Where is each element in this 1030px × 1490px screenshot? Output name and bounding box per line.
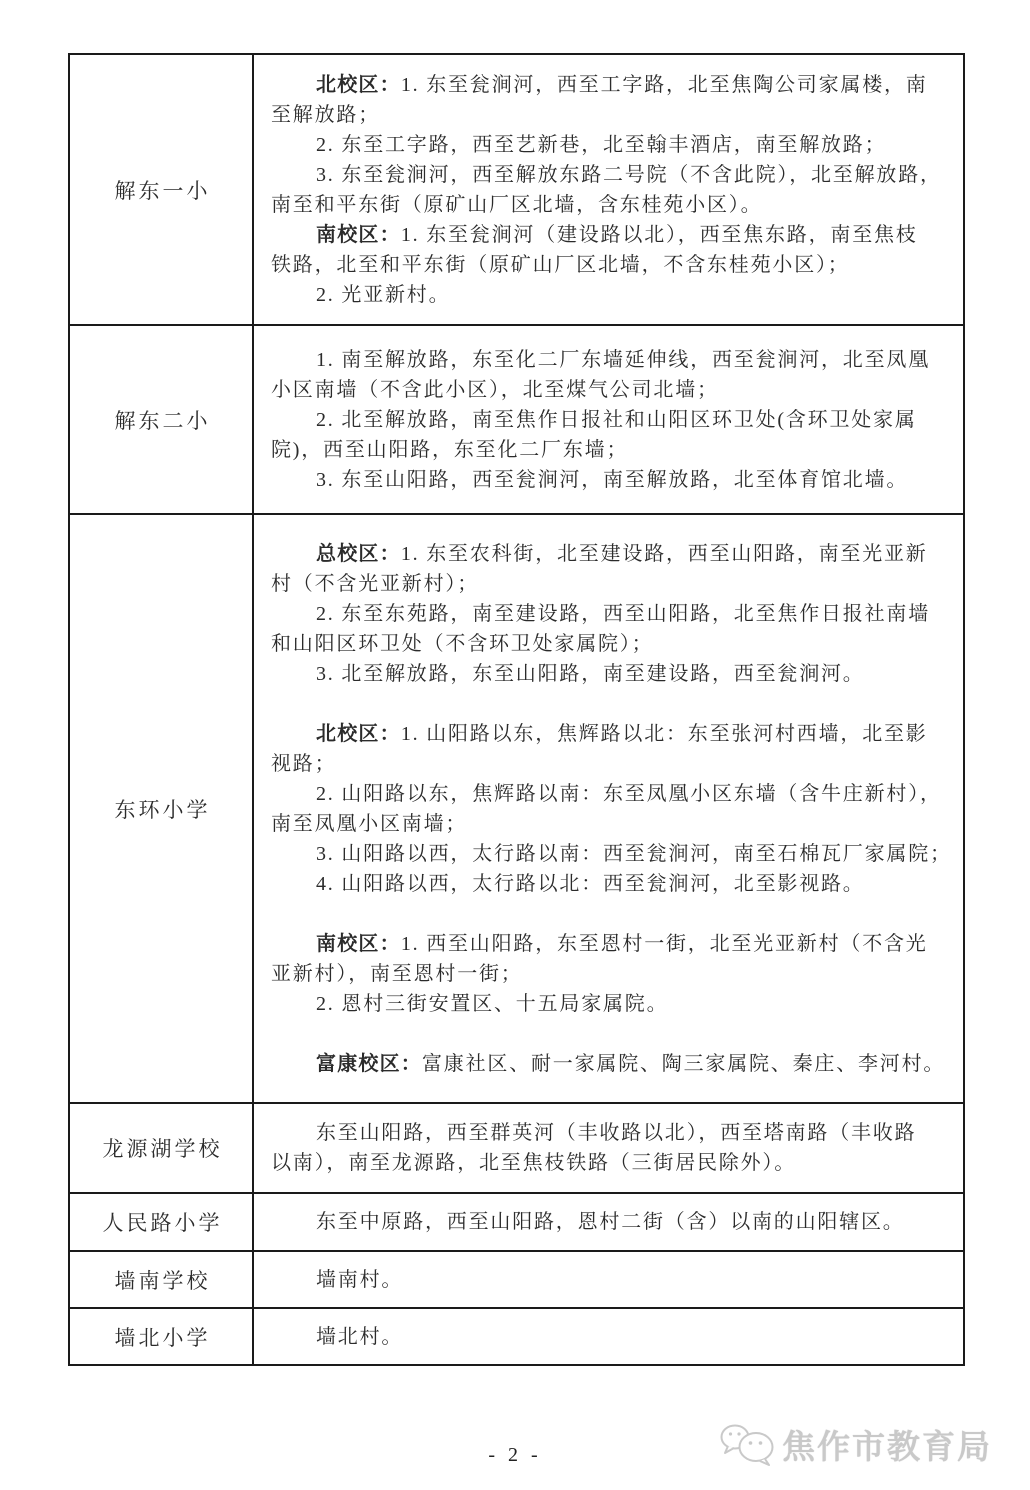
district-description xyxy=(254,515,963,1102)
text-line xyxy=(271,220,953,250)
campus-label: 富康校区： xyxy=(316,1052,422,1075)
line-text: 墙北村。 xyxy=(316,1325,404,1348)
line-text: 视路； xyxy=(271,752,337,775)
table-row xyxy=(70,324,963,513)
text-line xyxy=(271,465,953,495)
line-text: 1. 南至解放路，东至化二厂东墙延伸线，西至瓮涧河，北至凤凰 xyxy=(316,348,930,371)
school-name: 墙南学校 xyxy=(70,1252,254,1307)
text-line xyxy=(271,779,953,809)
district-description xyxy=(254,55,963,324)
line-text: 2. 东至东苑路，南至建设路，西至山阳路，北至焦作日报社南墙 xyxy=(316,602,930,625)
text-line xyxy=(271,1322,953,1352)
line-text: 富康社区、耐一家属院、陶三家属院、秦庄、李河村。 xyxy=(422,1052,946,1075)
line-text: 和山阳区环卫处（不含环卫处家属院）； xyxy=(271,632,654,655)
text-line xyxy=(271,1148,953,1178)
text-line xyxy=(271,130,953,160)
line-text: 1. 东至瓮涧河，西至工字路，北至焦陶公司家属楼，南 xyxy=(400,73,928,96)
text-line xyxy=(271,435,953,465)
table-row xyxy=(70,513,963,1102)
line-text: 2. 恩村三街安置区、十五局家属院。 xyxy=(316,992,669,1015)
blank-line xyxy=(271,689,953,719)
campus-label: 总校区： xyxy=(316,542,401,565)
text-line xyxy=(271,1265,953,1295)
text-line xyxy=(271,599,953,629)
text-line xyxy=(271,280,953,310)
line-text: 南至凤凰小区南墙； xyxy=(271,812,468,835)
text-line xyxy=(271,749,953,779)
district-description xyxy=(254,1252,963,1307)
line-text: 村（不含光亚新村）； xyxy=(271,572,479,595)
school-name: 墙北小学 xyxy=(70,1309,254,1364)
line-text: 墙南村。 xyxy=(316,1268,404,1291)
text-line xyxy=(271,959,953,989)
text-line xyxy=(271,160,953,190)
text-line xyxy=(271,839,953,869)
text-line xyxy=(271,70,953,100)
line-text: 院)，西至山阳路，东至化二厂东墙； xyxy=(271,438,629,461)
text-line xyxy=(271,719,953,749)
district-description xyxy=(254,326,963,513)
campus-label: 北校区： xyxy=(316,73,401,96)
line-text: 以南），南至龙源路，北至焦枝铁路（三街居民除外）。 xyxy=(271,1152,796,1174)
text-line xyxy=(271,1118,953,1148)
text-line xyxy=(271,539,953,569)
line-text: 2. 北至解放路，南至焦作日报社和山阳区环卫处(含环卫处家属 xyxy=(316,408,917,431)
school-name: 龙源湖学校 xyxy=(70,1104,254,1192)
text-line xyxy=(271,809,953,839)
text-line xyxy=(271,929,953,959)
text-line xyxy=(271,405,953,435)
line-text: 2. 东至工字路，西至艺新巷，北至翰丰酒店，南至解放路； xyxy=(316,133,887,156)
watermark xyxy=(719,1418,992,1470)
campus-label: 南校区： xyxy=(316,223,401,246)
text-line xyxy=(271,569,953,599)
line-text: 1. 东至瓮涧河（建设路以北），西至焦东路，南至焦枝 xyxy=(400,223,918,246)
line-text: 小区南墙（不含此小区），北至煤气公司北墙； xyxy=(271,378,719,401)
campus-label: 南校区： xyxy=(316,932,401,955)
text-line xyxy=(271,659,953,689)
school-name: 人民路小学 xyxy=(70,1194,254,1250)
table-row xyxy=(70,1192,963,1250)
school-district-table xyxy=(68,53,965,1366)
text-line xyxy=(271,250,953,280)
text-line xyxy=(271,869,953,899)
wechat-icon xyxy=(719,1420,777,1468)
line-text: 4. 山阳路以西，太行路以北：西至瓮涧河，北至影视路。 xyxy=(316,872,865,895)
line-text: 1. 山阳路以东，焦辉路以北：东至张河村西墙，北至影 xyxy=(400,722,928,745)
line-text: 至解放路； xyxy=(271,103,380,126)
page-number: - 2 - xyxy=(488,1444,542,1466)
table-row xyxy=(70,1250,963,1307)
text-line xyxy=(271,629,953,659)
text-line xyxy=(271,190,953,220)
blank-line xyxy=(271,899,953,929)
school-name: 解东二小 xyxy=(70,326,254,513)
text-line xyxy=(271,1207,953,1237)
district-description xyxy=(254,1309,963,1364)
line-text: 3. 山阳路以西，太行路以南：西至瓮涧河，南至石棉瓦厂家属院； xyxy=(316,842,952,865)
table-row xyxy=(70,1102,963,1192)
line-text: 东至中原路，西至山阳路，恩村二街（含）以南的山阳辖区。 xyxy=(316,1211,905,1233)
text-line xyxy=(271,345,953,375)
table-row xyxy=(70,1307,963,1364)
line-text: 3. 北至解放路，东至山阳路，南至建设路，西至瓮涧河。 xyxy=(316,662,865,685)
school-name: 解东一小 xyxy=(70,55,254,324)
district-description xyxy=(254,1104,963,1192)
line-text: 2. 光亚新村。 xyxy=(316,283,451,306)
district-description xyxy=(254,1194,963,1250)
text-line xyxy=(271,100,953,130)
blank-line xyxy=(271,1019,953,1049)
text-line xyxy=(271,1049,953,1079)
line-text: 东至山阳路，西至群英河（丰收路以北），西至塔南路（丰收路 xyxy=(316,1122,917,1144)
text-line xyxy=(271,989,953,1019)
line-text: 1. 西至山阳路，东至恩村一街，北至光亚新村（不含光 xyxy=(400,932,928,955)
line-text: 亚新村），南至恩村一街； xyxy=(271,962,523,985)
line-text: 3. 东至瓮涧河，西至解放东路二号院（不含此院），北至解放路， xyxy=(316,163,942,186)
school-name: 东环小学 xyxy=(70,515,254,1102)
campus-label: 北校区： xyxy=(316,722,401,745)
text-line xyxy=(271,375,953,405)
line-text: 3. 东至山阳路，西至瓮涧河，南至解放路，北至体育馆北墙。 xyxy=(316,468,909,491)
line-text: 1. 东至农科街，北至建设路，西至山阳路，南至光亚新 xyxy=(400,542,928,565)
table-row xyxy=(70,55,963,324)
watermark-text: 焦作市教育局 xyxy=(782,1427,992,1465)
line-text: 2. 山阳路以东，焦辉路以南：东至凤凰小区东墙（含牛庄新村）， xyxy=(316,782,942,805)
line-text: 铁路，北至和平东街（原矿山厂区北墙，不含东桂苑小区）； xyxy=(271,253,850,276)
line-text: 南至和平东街（原矿山厂区北墙，含东桂苑小区）。 xyxy=(271,193,763,216)
